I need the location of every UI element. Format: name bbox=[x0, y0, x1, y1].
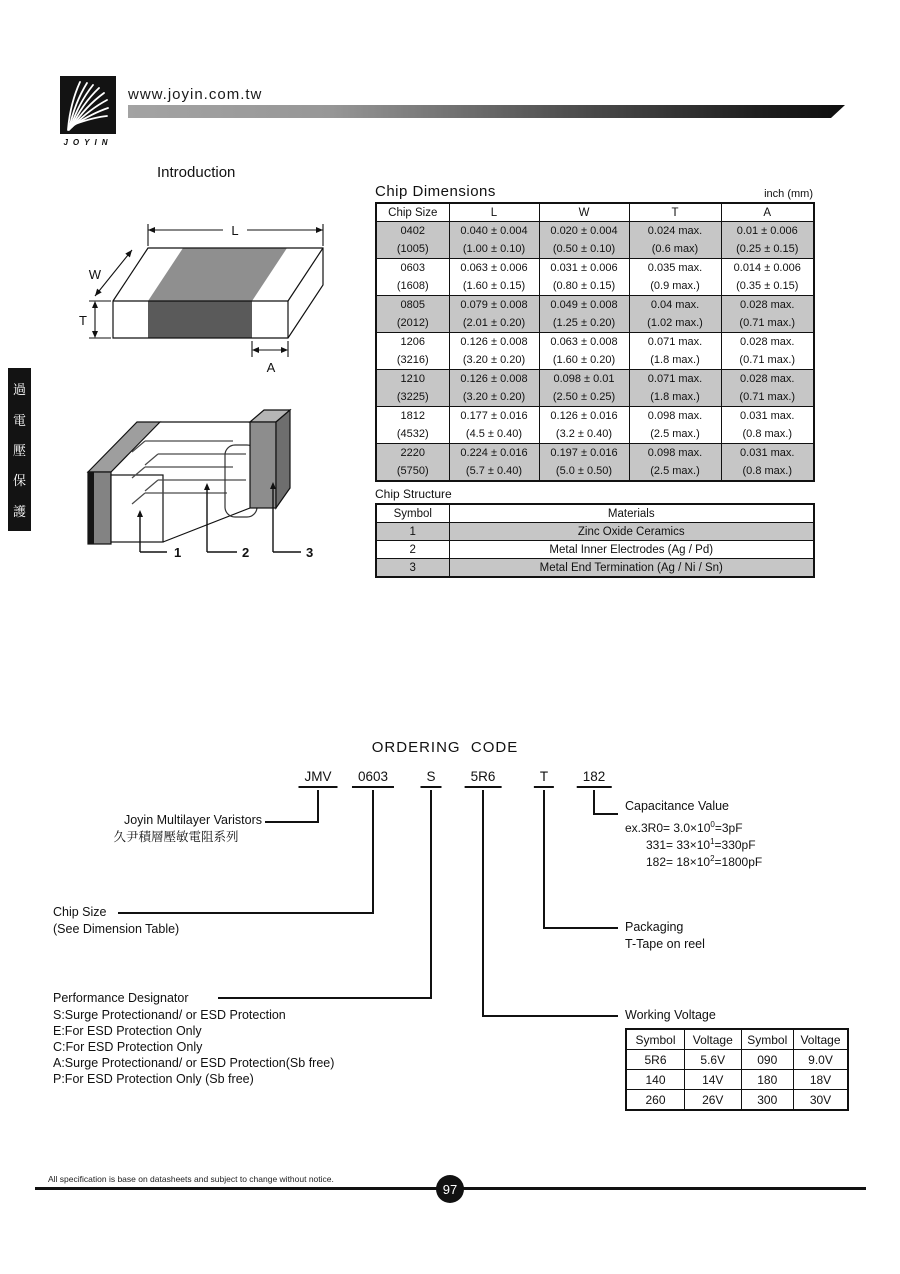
dim-label-a: A bbox=[266, 360, 276, 375]
dim-label-t: T bbox=[79, 313, 87, 328]
table-cell: 14V bbox=[685, 1070, 742, 1090]
col-header: Symbol bbox=[626, 1029, 685, 1050]
table-cell: 5.6V bbox=[685, 1050, 742, 1070]
table-row bbox=[376, 407, 814, 444]
sidebar-char: 護 bbox=[12, 503, 26, 519]
leader-line bbox=[543, 927, 618, 929]
leader-line bbox=[482, 790, 484, 1017]
table-cell: 26V bbox=[685, 1090, 742, 1111]
footer-disclaimer: All specification is base on datasheets and subject to change without notice. bbox=[48, 1174, 334, 1184]
sidebar-char: 保 bbox=[12, 473, 26, 489]
table-cell: 0.035 max. (0.9 max.) bbox=[629, 259, 721, 296]
table-cell: 0.049 ± 0.008 (1.25 ± 0.20) bbox=[539, 296, 629, 333]
table-cell: 0.224 ± 0.016 (5.7 ± 0.40) bbox=[449, 444, 539, 482]
col-header: Voltage bbox=[793, 1029, 848, 1050]
table-cell: 0.031 ± 0.006 (0.80 ± 0.15) bbox=[539, 259, 629, 296]
table-cell: 0.098 max. (2.5 max.) bbox=[629, 407, 721, 444]
table-cell: 18V bbox=[793, 1070, 848, 1090]
capacitance-example: $182= 18\times 10^2=1800pF$ bbox=[646, 854, 763, 869]
introduction-title: Introduction bbox=[157, 164, 236, 181]
leader-line bbox=[317, 790, 319, 823]
table-row bbox=[376, 333, 814, 370]
structure-label-1: 1 bbox=[174, 545, 182, 560]
performance-item: P:For ESD Protection Only (Sb free) bbox=[53, 1072, 254, 1086]
structure-label-3: 3 bbox=[306, 545, 314, 560]
dim-label-l: L bbox=[231, 223, 239, 238]
table-cell: 0.126 ± 0.016 (3.2 ± 0.40) bbox=[539, 407, 629, 444]
table-row bbox=[376, 559, 814, 578]
table-cell: 2220 (5750) bbox=[376, 444, 449, 482]
working-voltage-tbody bbox=[626, 1050, 848, 1111]
table-cell: 30V bbox=[793, 1090, 848, 1111]
table-cell: 0.098 ± 0.01 (2.50 ± 0.25) bbox=[539, 370, 629, 407]
chip-dimensions-tbody bbox=[376, 222, 814, 482]
table-cell: 0.014 ± 0.006 (0.35 ± 0.15) bbox=[721, 259, 814, 296]
table-cell: 0.126 ± 0.008 (3.20 ± 0.20) bbox=[449, 333, 539, 370]
capacitance-example: $ex.3R0= 3.0\times 10^0=3pF$ bbox=[625, 820, 743, 835]
table-cell: 0402 (1005) bbox=[376, 222, 449, 259]
table-cell: 0.071 max. (1.8 max.) bbox=[629, 370, 721, 407]
table-row bbox=[376, 523, 814, 541]
leader-line bbox=[593, 790, 595, 815]
website-url: www.joyin.com.tw bbox=[128, 86, 263, 103]
unit-note: inch (mm) bbox=[764, 188, 813, 200]
col-header: W bbox=[539, 203, 629, 222]
table-cell: 260 bbox=[626, 1090, 685, 1111]
table-cell: 0.071 max. (1.8 max.) bbox=[629, 333, 721, 370]
logo-wordmark: JOYIN bbox=[63, 138, 113, 147]
table-cell: 0.040 ± 0.004 (1.00 ± 0.10) bbox=[449, 222, 539, 259]
working-voltage-table bbox=[625, 1028, 849, 1111]
table-cell: 1206 (3216) bbox=[376, 333, 449, 370]
table-cell: 0603 (1608) bbox=[376, 259, 449, 296]
chip-size-label: Chip Size bbox=[53, 905, 107, 919]
table-cell: 1812 (4532) bbox=[376, 407, 449, 444]
table-header-row bbox=[376, 203, 814, 222]
table-cell: Zinc Oxide Ceramics bbox=[449, 523, 814, 541]
table-cell: 0.024 max. (0.6 max) bbox=[629, 222, 721, 259]
table-cell: 9.0V bbox=[793, 1050, 848, 1070]
dim-label-w: W bbox=[88, 267, 101, 282]
performance-label: Performance Designator bbox=[53, 991, 189, 1005]
table-cell: 0.098 max. (2.5 max.) bbox=[629, 444, 721, 482]
joyin-logo-icon bbox=[60, 76, 116, 134]
structure-label-2: 2 bbox=[242, 545, 250, 560]
chip-structure-diagram bbox=[75, 405, 340, 570]
table-row bbox=[376, 296, 814, 333]
table-row bbox=[376, 259, 814, 296]
col-header: Materials bbox=[449, 504, 814, 523]
col-header: Symbol bbox=[741, 1029, 793, 1050]
table-cell: 1210 (3225) bbox=[376, 370, 449, 407]
performance-item: C:For ESD Protection Only bbox=[53, 1040, 203, 1054]
chip-dimensions-table bbox=[375, 202, 815, 482]
chip-structure-title: Chip Structure bbox=[375, 487, 452, 501]
table-cell: 0.063 ± 0.006 (1.60 ± 0.15) bbox=[449, 259, 539, 296]
performance-item: A:Surge Protectionand/ or ESD Protection(Sb free) bbox=[53, 1056, 335, 1070]
code-part-size: 0603 bbox=[352, 769, 394, 788]
table-cell: 300 bbox=[741, 1090, 793, 1111]
series-label-en: Joyin Multilayer Varistors bbox=[123, 813, 262, 827]
chip-structure-table bbox=[375, 503, 815, 578]
leader-line bbox=[265, 821, 319, 823]
table-cell: Metal Inner Electrodes (Ag / Pd) bbox=[449, 541, 814, 559]
code-part-voltage: 5R6 bbox=[465, 769, 502, 788]
header-gradient-bar bbox=[128, 105, 845, 118]
table-cell: 0.01 ± 0.006 (0.25 ± 0.15) bbox=[721, 222, 814, 259]
table-row bbox=[626, 1050, 848, 1070]
table-cell: 0.031 max. (0.8 max.) bbox=[721, 444, 814, 482]
col-header: Chip Size bbox=[376, 203, 449, 222]
col-header: Symbol bbox=[376, 504, 449, 523]
capacitance-example: $331= 33\times 10^1=330pF$ bbox=[646, 837, 756, 852]
table-header-row bbox=[626, 1029, 848, 1050]
table-cell: 0.079 ± 0.008 (2.01 ± 0.20) bbox=[449, 296, 539, 333]
table-cell: 0.028 max. (0.71 max.) bbox=[721, 296, 814, 333]
col-header: Voltage bbox=[685, 1029, 742, 1050]
leader-line bbox=[430, 790, 432, 999]
table-cell: 0.028 max. (0.71 max.) bbox=[721, 333, 814, 370]
leader-line bbox=[118, 912, 374, 914]
leader-line bbox=[593, 813, 618, 815]
series-label-zh: 久尹積層壓敏電阻系列 bbox=[113, 830, 239, 844]
chip-structure-tbody bbox=[376, 523, 814, 578]
table-cell: 0.126 ± 0.008 (3.20 ± 0.20) bbox=[449, 370, 539, 407]
table-row bbox=[626, 1070, 848, 1090]
chip-dimension-diagram bbox=[75, 198, 340, 383]
table-cell: 0805 (2012) bbox=[376, 296, 449, 333]
capacitance-label: Capacitance Value bbox=[625, 799, 730, 813]
table-cell: Metal End Termination (Ag / Ni / Sn) bbox=[449, 559, 814, 578]
page-number: 97 bbox=[442, 1181, 458, 1197]
sidebar-vertical-tab bbox=[8, 368, 31, 531]
col-header: A bbox=[721, 203, 814, 222]
table-cell: 0.028 max. (0.71 max.) bbox=[721, 370, 814, 407]
table-row bbox=[376, 370, 814, 407]
table-cell: 0.020 ± 0.004 (0.50 ± 0.10) bbox=[539, 222, 629, 259]
table-cell: 0.197 ± 0.016 (5.0 ± 0.50) bbox=[539, 444, 629, 482]
ordering-code-title: ORDERING CODE bbox=[371, 739, 519, 756]
leader-line bbox=[482, 1015, 618, 1017]
chip-dimensions-title: Chip Dimensions bbox=[375, 183, 496, 200]
table-cell: 0.063 ± 0.008 (1.60 ± 0.20) bbox=[539, 333, 629, 370]
leader-line bbox=[218, 997, 432, 999]
code-part-series: JMV bbox=[299, 769, 338, 788]
table-cell: 180 bbox=[741, 1070, 793, 1090]
sidebar-char: 壓 bbox=[12, 442, 26, 458]
code-part-packaging: T bbox=[534, 769, 554, 788]
table-row bbox=[376, 222, 814, 259]
table-cell: 090 bbox=[741, 1050, 793, 1070]
table-cell: 0.177 ± 0.016 (4.5 ± 0.40) bbox=[449, 407, 539, 444]
page-number-badge bbox=[436, 1175, 464, 1203]
col-header: L bbox=[449, 203, 539, 222]
table-cell: 2 bbox=[376, 541, 449, 559]
sidebar-char: 過 bbox=[12, 382, 26, 398]
table-row bbox=[626, 1090, 848, 1111]
sidebar-char: 電 bbox=[12, 412, 26, 428]
working-voltage-label: Working Voltage bbox=[625, 1008, 716, 1022]
table-header-row bbox=[376, 504, 814, 523]
table-cell: 0.031 max. (0.8 max.) bbox=[721, 407, 814, 444]
packaging-note: T-Tape on reel bbox=[625, 937, 705, 951]
packaging-label: Packaging bbox=[625, 920, 684, 934]
table-cell: 1 bbox=[376, 523, 449, 541]
performance-item: S:Surge Protectionand/ or ESD Protection bbox=[53, 1008, 286, 1022]
table-cell: 3 bbox=[376, 559, 449, 578]
code-part-capacitance: 182 bbox=[577, 769, 612, 788]
chip-size-note: (See Dimension Table) bbox=[53, 922, 180, 936]
table-row bbox=[376, 541, 814, 559]
table-cell: 5R6 bbox=[626, 1050, 685, 1070]
performance-item: E:For ESD Protection Only bbox=[53, 1024, 202, 1038]
table-cell: 0.04 max. (1.02 max.) bbox=[629, 296, 721, 333]
table-row bbox=[376, 444, 814, 482]
code-part-performance: S bbox=[420, 769, 441, 788]
table-cell: 140 bbox=[626, 1070, 685, 1090]
leader-line bbox=[372, 790, 374, 914]
leader-line bbox=[543, 790, 545, 929]
col-header: T bbox=[629, 203, 721, 222]
